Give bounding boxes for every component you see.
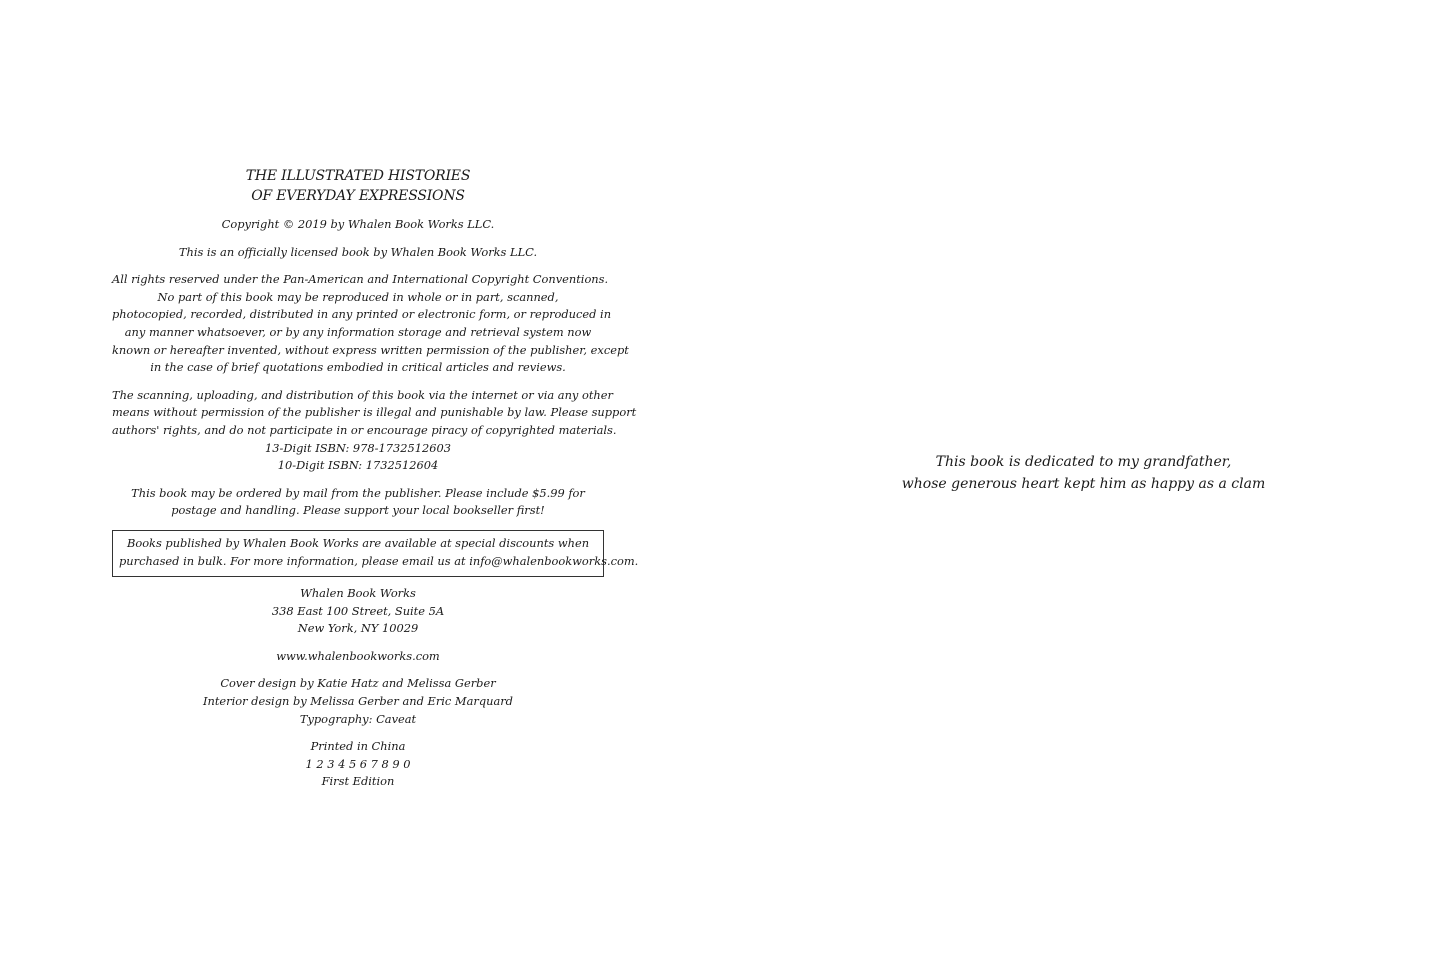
scanning-paragraph <box>112 387 637 475</box>
scanning-line: means without permission of the publisher is illegal and punishable by law. Please support <box>112 405 637 420</box>
rights-line: known or hereafter invented, without express written permission of the publisher, except <box>112 342 629 357</box>
rights-line: No part of this book may be reproduced in whole or in part, scanned, <box>157 289 559 304</box>
copyright-notice: Copyright © 2019 by Whalen Book Works LLC. <box>221 217 495 231</box>
address-line: New York, NY 10029 <box>297 621 419 636</box>
address-line: Whalen Book Works <box>300 586 416 601</box>
publisher-address <box>112 585 604 638</box>
printing-info <box>112 738 604 791</box>
dedication-line: This book is dedicated to my grandfather, <box>935 454 1232 470</box>
copyright-page <box>0 0 722 963</box>
license-notice: This is an officially licensed book by Whalen Book Works LLC. <box>178 244 538 259</box>
bulk-line: purchased in bulk. For more information, please email us at info@whalenbookworks.com. <box>119 553 639 568</box>
edition-line: First Edition <box>321 774 395 789</box>
order-line: This book may be ordered by mail from the publisher. Please include $5.99 for <box>131 485 585 500</box>
rights-paragraph <box>112 271 629 377</box>
credit-line: Typography: Caveat <box>299 711 417 726</box>
bulk-sales-box <box>112 530 639 577</box>
isbn-10: 10-Digit ISBN: 1732512604 <box>277 458 439 473</box>
copyright-column <box>112 166 639 801</box>
publisher-website: www.whalenbookworks.com <box>276 648 440 663</box>
credit-line: Interior design by Melissa Gerber and Eric Marquard <box>203 694 513 709</box>
rights-line: any manner whatsoever, or by any information storage and retrieval system now <box>124 324 592 339</box>
isbn-13: 13-Digit ISBN: 978-1732512603 <box>264 440 451 455</box>
printer-key: 1 2 3 4 5 6 7 8 9 0 <box>305 756 411 771</box>
address-line: 338 East 100 Street, Suite 5A <box>271 603 445 618</box>
scanning-line: The scanning, uploading, and distribution of this book via the internet or via any other <box>112 387 613 402</box>
credit-line: Cover design by Katie Hatz and Melissa Gerber <box>220 676 496 691</box>
printing-line: Printed in China <box>310 739 406 754</box>
bulk-line: Books published by Whalen Book Works are available at special discounts when <box>126 535 590 550</box>
credits-paragraph <box>112 675 604 728</box>
rights-line: photocopied, recorded, distributed in any printed or electronic form, or reproduced in <box>112 307 612 322</box>
rights-line: All rights reserved under the Pan-American and International Copyright Conventions. <box>112 272 609 287</box>
rights-line: in the case of brief quotations embodied in critical articles and reviews. <box>150 360 566 375</box>
dedication-page <box>722 0 1445 963</box>
order-paragraph <box>112 485 604 520</box>
order-line: postage and handling. Please support your local bookseller first! <box>171 503 545 518</box>
dedication-line: whose generous heart kept him as happy as a clam <box>901 476 1266 492</box>
book-title-line: THE ILLUSTRATED HISTORIES <box>245 168 471 184</box>
scanning-line: authors' rights, and do not participate in or encourage piracy of copyrighted materials. <box>112 422 617 437</box>
dedication-text <box>722 451 1445 495</box>
book-title <box>112 166 604 206</box>
book-title-line: OF EVERYDAY EXPRESSIONS <box>251 188 465 204</box>
